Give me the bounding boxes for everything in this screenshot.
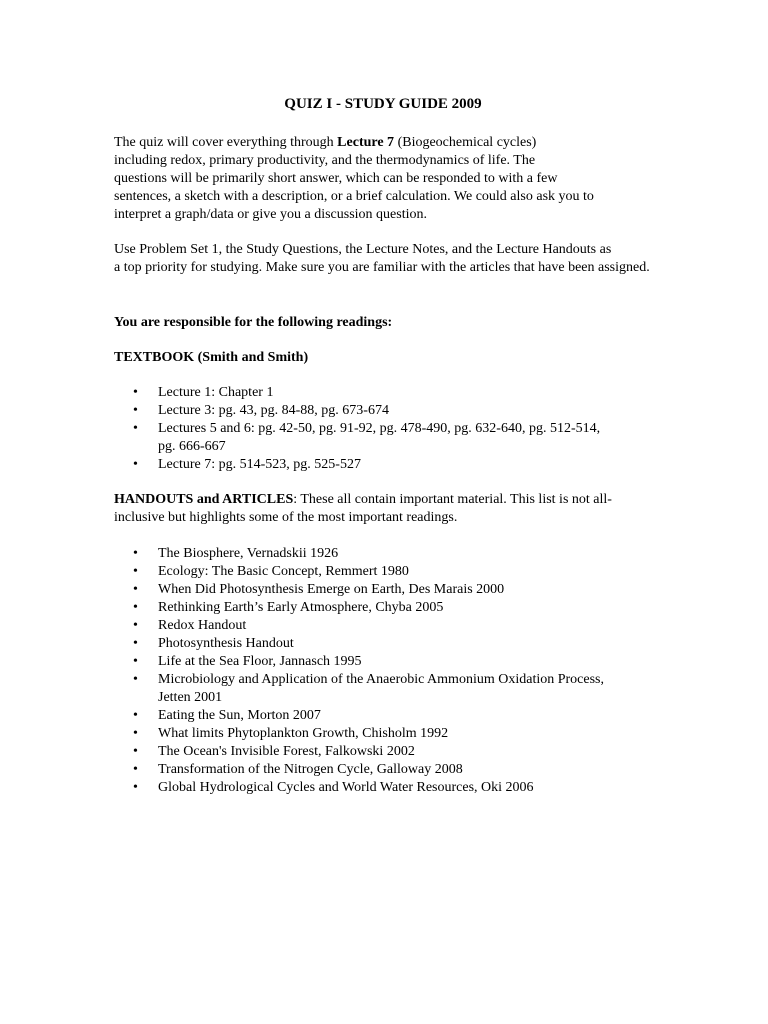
bullet-icon: • (133, 672, 138, 687)
bullet-icon: • (133, 421, 138, 436)
intro-text: (Biogeochemical cycles) (394, 135, 537, 150)
intro-line-3: questions will be primarily short answer, which can be responded to with a few (114, 171, 558, 186)
bullet-icon: • (133, 546, 138, 561)
bullet-icon: • (133, 744, 138, 759)
handouts-paragraph (114, 491, 714, 527)
bullet-icon: • (133, 618, 138, 633)
list-item-text: The Ocean's Invisible Forest, Falkowski 2002 (158, 744, 415, 759)
bullet-icon: • (133, 600, 138, 615)
list-item-text: Lecture 1: Chapter 1 (158, 385, 274, 400)
list-item (114, 563, 714, 581)
bullet-icon: • (133, 385, 138, 400)
list-item (114, 617, 714, 635)
intro-line-4: sentences, a sketch with a description, or a brief calculation. We could also ask you to (114, 189, 594, 204)
list-item-text: pg. 666-667 (158, 439, 226, 454)
list-item-text: What limits Phytoplankton Growth, Chisholm 1992 (158, 726, 449, 741)
bullet-icon: • (133, 780, 138, 795)
bullet-icon: • (133, 636, 138, 651)
bullet-icon: • (133, 708, 138, 723)
list-item (114, 725, 714, 743)
list-item (114, 671, 714, 707)
list-item-text: Lecture 7: pg. 514-523, pg. 525-527 (158, 457, 361, 472)
list-item (114, 779, 714, 797)
list-item-text: Photosynthesis Handout (158, 636, 294, 651)
handouts-heading-bold: HANDOUTS and ARTICLES (114, 492, 294, 507)
list-item (114, 761, 714, 779)
list-item-text: Redox Handout (158, 618, 247, 633)
bullet-icon: • (133, 726, 138, 741)
list-item-text: Ecology: The Basic Concept, Remmert 1980 (158, 564, 409, 579)
list-item (114, 456, 714, 474)
list-item (114, 743, 714, 761)
bullet-icon: • (133, 762, 138, 777)
list-item (114, 707, 714, 725)
list-item-text: Rethinking Earth’s Early Atmosphere, Chyba 2005 (158, 600, 444, 615)
intro-paragraph (114, 134, 714, 224)
list-item-text: When Did Photosynthesis Emerge on Earth, Des Marais 2000 (158, 582, 505, 597)
intro-line-1 (114, 134, 714, 152)
bullet-icon: • (133, 564, 138, 579)
list-item-text: Lectures 5 and 6: pg. 42-50, pg. 91-92, pg. 478-490, pg. 632-640, pg. 512-514, (158, 421, 601, 436)
bullet-icon: • (133, 457, 138, 472)
priority-line-2: a top priority for studying. Make sure you are familiar with the articles that have been assigned. (114, 260, 650, 275)
list-item-text: Microbiology and Application of the Anaerobic Ammonium Oxidation Process, (158, 672, 604, 687)
handouts-line-1 (114, 491, 714, 509)
bullet-icon: • (133, 654, 138, 669)
list-item (114, 420, 714, 456)
textbook-list (114, 384, 714, 474)
priority-line-1: Use Problem Set 1, the Study Questions, the Lecture Notes, and the Lecture Handouts as (114, 242, 612, 257)
intro-lecture-bold: Lecture 7 (337, 135, 395, 150)
list-item-text: Life at the Sea Floor, Jannasch 1995 (158, 654, 362, 669)
handouts-heading-text: : These all contain important material. This list is not all- (293, 492, 612, 507)
intro-line-5: interpret a graph/data or give you a discussion question. (114, 207, 427, 222)
handout-list (114, 545, 714, 797)
list-item-text: Eating the Sun, Morton 2007 (158, 708, 321, 723)
list-item-text: Jetten 2001 (158, 690, 223, 705)
list-item-text: Transformation of the Nitrogen Cycle, Galloway 2008 (158, 762, 463, 777)
textbook-heading: TEXTBOOK (Smith and Smith) (114, 350, 309, 365)
bullet-icon: • (133, 582, 138, 597)
bullet-icon: • (133, 403, 138, 418)
list-item (114, 384, 714, 402)
page-title: QUIZ I - STUDY GUIDE 2009 (284, 96, 482, 112)
list-item (114, 402, 714, 420)
list-item-text: Lecture 3: pg. 43, pg. 84-88, pg. 673-674 (158, 403, 389, 418)
list-item (114, 653, 714, 671)
list-item (114, 581, 714, 599)
readings-heading: You are responsible for the following readings: (114, 315, 393, 330)
list-item (114, 635, 714, 653)
list-item (114, 545, 714, 563)
list-item-text: Global Hydrological Cycles and World Water Resources, Oki 2006 (158, 780, 534, 795)
list-item-text: The Biosphere, Vernadskii 1926 (158, 546, 339, 561)
intro-line-2: including redox, primary productivity, and the thermodynamics of life. The (114, 153, 536, 168)
handouts-line-2: inclusive but highlights some of the most important readings. (114, 510, 458, 525)
list-item (114, 599, 714, 617)
priority-paragraph (114, 241, 714, 277)
intro-text: The quiz will cover everything through (114, 135, 338, 150)
